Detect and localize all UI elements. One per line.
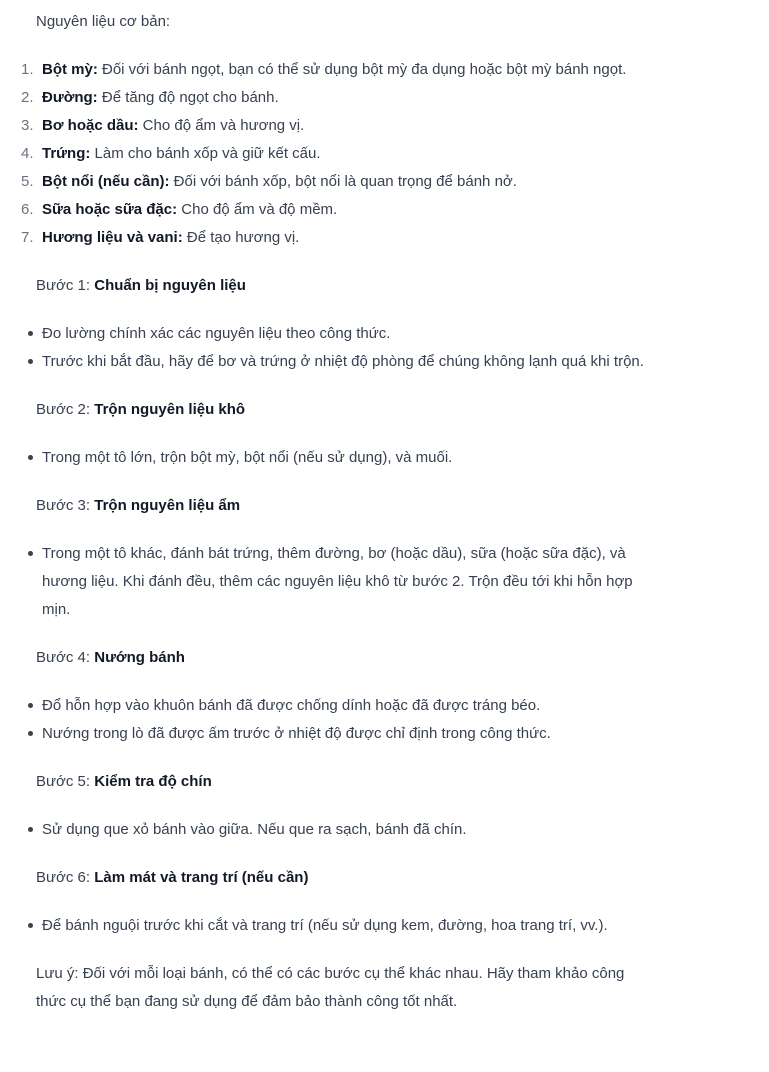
ingredient-desc: Cho độ ẩm và độ mềm. (177, 201, 338, 218)
step-prefix: Bước 6: (36, 869, 95, 886)
intro-text: Nguyên liệu cơ bản: (36, 13, 171, 30)
ingredient-item (0, 168, 650, 196)
bullet-icon (28, 455, 33, 460)
list-item (0, 320, 650, 348)
bullet-icon (28, 551, 33, 556)
bullet-text: Để bánh nguội trước khi cắt và trang trí (nếu sử dụng kem, đường, hoa trang trí, vv.). (42, 917, 608, 934)
step-bullets (0, 320, 650, 376)
ingredient-desc: Để tạo hương vị. (182, 229, 300, 246)
ingredient-item (0, 196, 650, 224)
bullet-icon (28, 331, 33, 336)
ingredient-name: Bơ hoặc dầu: (42, 117, 139, 134)
step-title: Làm mát và trang trí (nếu cần) (94, 869, 309, 886)
bullet-icon (28, 359, 33, 364)
ingredient-list (0, 56, 650, 252)
bullet-text: Trong một tô khác, đánh bát trứng, thêm đường, bơ (hoặc dầu), sữa (hoặc sữa đặc), và hương liệu. Khi đánh đều, thêm các nguyên liệu khô từ bước 2. Trộn đều tới khi hỗn hợp mịn. (42, 545, 633, 618)
step-heading (36, 396, 733, 424)
step-prefix: Bước 3: (36, 497, 95, 514)
bullet-text: Nướng trong lò đã được ấm trước ở nhiệt độ được chỉ định trong công thức. (42, 725, 551, 742)
ingredient-name: Đường: (42, 89, 98, 106)
note-text: Lưu ý: Đối với mỗi loại bánh, có thể có các bước cụ thể khác nhau. Hãy tham khảo công thức cụ thể bạn đang sử dụng để đảm bảo thành công tốt nhất. (36, 965, 625, 1010)
ingredient-desc: Đối với bánh ngọt, bạn có thể sử dụng bột mỳ đa dụng hoặc bột mỳ bánh ngọt. (97, 61, 627, 78)
ingredient-item (0, 140, 650, 168)
bullet-text: Sử dụng que xỏ bánh vào giữa. Nếu que ra sạch, bánh đã chín. (42, 821, 467, 838)
bullet-text: Đổ hỗn hợp vào khuôn bánh đã được chống dính hoặc đã được tráng béo. (42, 697, 541, 714)
step-title: Kiểm tra độ chín (94, 773, 212, 790)
ingredient-desc: Làm cho bánh xốp và giữ kết cấu. (90, 145, 321, 162)
bullet-text: Trước khi bắt đầu, hãy để bơ và trứng ở nhiệt độ phòng để chúng không lạnh quá khi trộn. (42, 353, 644, 370)
bullet-text: Đo lường chính xác các nguyên liệu theo công thức. (42, 325, 391, 342)
step-bullets (0, 540, 650, 624)
step-heading (36, 644, 733, 672)
list-number: 3. (21, 117, 34, 134)
step-prefix: Bước 4: (36, 649, 95, 666)
ingredient-desc: Để tăng độ ngọt cho bánh. (97, 89, 279, 106)
ingredient-name: Trứng: (42, 145, 91, 162)
list-item (0, 692, 650, 720)
list-item (0, 348, 650, 376)
ingredient-desc: Đối với bánh xốp, bột nổi là quan trọng để bánh nở. (169, 173, 517, 190)
ingredient-item (0, 224, 650, 252)
list-item (0, 816, 650, 844)
list-number: 4. (21, 145, 34, 162)
list-item (0, 912, 650, 940)
step-title: Trộn nguyên liệu khô (94, 401, 246, 418)
bullet-icon (28, 827, 33, 832)
step-bullets (0, 816, 650, 844)
step-prefix: Bước 1: (36, 277, 95, 294)
ingredient-item (0, 56, 650, 84)
list-number: 7. (21, 229, 34, 246)
step-title: Trộn nguyên liệu ẩm (94, 497, 241, 514)
bullet-icon (28, 703, 33, 708)
ingredient-item (0, 112, 650, 140)
ingredient-item (0, 84, 650, 112)
bullet-text: Trong một tô lớn, trộn bột mỳ, bột nổi (nếu sử dụng), và muối. (42, 449, 453, 466)
bullet-icon (28, 923, 33, 928)
ingredient-name: Sữa hoặc sữa đặc: (42, 201, 178, 218)
list-number: 1. (21, 61, 34, 78)
list-item (0, 444, 650, 472)
step-bullets (0, 692, 650, 748)
step-title: Nướng bánh (94, 649, 185, 666)
ingredient-name: Bột nổi (nếu cần): (42, 173, 170, 190)
step-bullets (0, 444, 650, 472)
step-heading (36, 864, 733, 892)
ingredient-desc: Cho độ ẩm và hương vị. (138, 117, 305, 134)
step-heading (36, 272, 733, 300)
step-prefix: Bước 2: (36, 401, 95, 418)
list-number: 5. (21, 173, 34, 190)
bullet-icon (28, 731, 33, 736)
list-number: 6. (21, 201, 34, 218)
list-item (0, 720, 650, 748)
ingredient-name: Hương liệu và vani: (42, 229, 183, 246)
step-title: Chuẩn bị nguyên liệu (94, 277, 246, 294)
list-number: 2. (21, 89, 34, 106)
step-prefix: Bước 5: (36, 773, 95, 790)
step-bullets (0, 912, 650, 940)
list-item (0, 540, 650, 624)
step-heading (36, 768, 733, 796)
ingredient-name: Bột mỳ: (42, 61, 98, 78)
step-heading (36, 492, 733, 520)
